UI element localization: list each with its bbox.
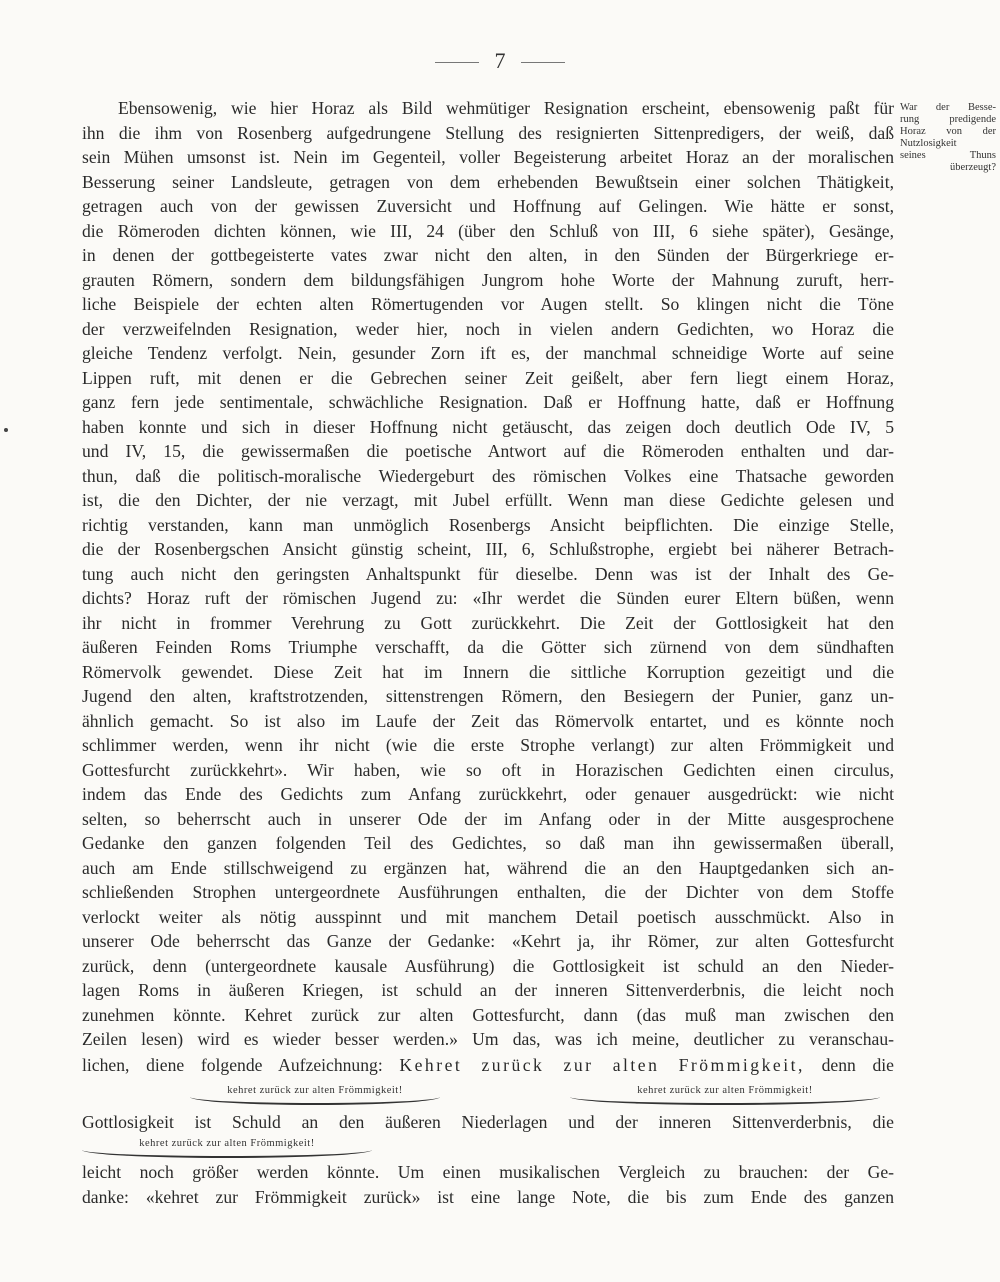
text-line: ganz fern jede sentimentale, schwächliche Resignation. Daß er Hoffnung hatte, daß er Hoffnung: [82, 392, 894, 412]
text-line: die der Rosenbergschen Ansicht günstig scheint, III, 6, Schlußstrophe, ergiebt bei näherer Betrach-: [82, 539, 894, 559]
margin-note-line: seines Thuns: [900, 150, 996, 161]
text-line: der verzweifelnden Resignation, weder hier, noch in vielen andern Gedichten, wo Horaz die: [82, 318, 894, 339]
text-line: schließenden Strophen untergeordnete Ausführungen enthalten, die der Dichter von dem Stoffe: [82, 882, 894, 902]
header-rule-left: [435, 62, 479, 63]
text-line: Römervolk gewendet. Diese Zeit hat im Innern die sittliche Korruption gezeitigt und die: [82, 661, 894, 682]
margin-note-line: War der Besse-: [900, 102, 996, 113]
text-line: ähnlich gemacht. So ist also im Laufe der Zeit das Römervolk entartet, und es könnte noch: [82, 710, 894, 731]
text-line: Gottlosigkeit ist Schuld an den äußeren Niederlagen und der inneren Sittenverderbnis, die: [82, 1112, 894, 1132]
text-line: zurück, denn (untergeordnete kausale Ausführung) die Gottlosigkeit ist schuld an den Nieder-: [82, 955, 894, 976]
text-line: Jugend den alten, kraftstrotzenden, sittenstrengen Römern, den Besiegern der Punier, ganz un-: [82, 686, 894, 706]
text-line: ist, die den Dichter, der nie verzagt, mit Jubel erfüllt. Wenn man diese Gedichte gelesen und: [82, 490, 894, 510]
brace-label: kehret zurück zur alten Frömmigkeit!: [227, 1085, 403, 1096]
text-line: auch am Ende stillschweigend zu ergänzen hat, während die an den Hauptgedanken sich an-: [82, 857, 894, 878]
text-line: liche Beispiele der echten alten Römertugenden vor Augen stellt. So klingen nicht die Töne: [82, 294, 894, 314]
text-line: getragen auch von der gewissen Zuversicht und Hoffnung auf Gelingen. Wie hätte er sonst,: [82, 196, 894, 216]
margin-note-line: überzeugt?: [949, 162, 996, 173]
text-line: die Römeroden dichten können, wie III, 24 (über den Schluß von III, 6 siehe später), Gesänge,: [82, 220, 894, 241]
text-line: thun, daß die politisch-moralische Wiedergeburt des römischen Volkes eine Thatsache geworden: [82, 465, 894, 486]
text-line: tung auch nicht den geringsten Anhaltspunkt für dieselbe. Denn was ist der Inhalt des Ge-: [82, 563, 894, 584]
notation-line: [82, 1110, 894, 1135]
text-line: dichts? Horaz ruft der römischen Jugend zu: «Ihr werdet die Sünden eurer Eltern büßen, wenn: [82, 588, 894, 608]
text-fragment: denn die: [821, 1055, 894, 1075]
emphasized-phrase: Kehret zurück zur alten Frömmigkeit,: [399, 1055, 805, 1075]
body-paragraph: [82, 96, 894, 1052]
text-line: [82, 1053, 894, 1078]
brace-annotation: [570, 1085, 880, 1105]
text-line: sein Mühen umsonst ist. Nein im Gegenteil, voller Begeisterung arbeitet Horaz an der moralischen: [82, 147, 894, 167]
brace-curve: [82, 1150, 372, 1158]
page-number: 7: [494, 48, 506, 73]
margin-note-line: Nutzlosigkeit: [900, 138, 957, 149]
brace-label: kehret zurück zur alten Frömmigkeit!: [637, 1085, 813, 1096]
text-line: ihn die ihm von Rosenberg aufgedrungene Stellung des resignierten Sittenpredigers, der weiß, daß: [82, 122, 894, 143]
text-line: lagen Roms in äußeren Kriegen, ist schuld an der inneren Sittenverderbnis, die leicht noch: [82, 980, 894, 1000]
text-line: selten, so beherrscht auch in unserer Ode der im Anfang oder in der Mitte ausgesprochene: [82, 808, 894, 829]
brace-label: kehret zurück zur alten Frömmigkeit!: [139, 1138, 315, 1149]
header-rule-right: [521, 62, 565, 63]
margin-note-line: rung predigende: [900, 114, 996, 125]
brace-annotation: [82, 1138, 372, 1158]
text-line: schlimmer werden, wenn ihr nicht (wie die erste Strophe verlangt) zur alten Frömmigkeit und: [82, 735, 894, 755]
body-paragraph: [82, 1160, 894, 1209]
text-line: danke: «kehret zur Frömmigkeit zurück» ist eine lange Note, die bis zum Ende des ganzen: [82, 1186, 894, 1207]
text-line: leicht noch größer werden könnte. Um einen musikalischen Vergleich zu brauchen: der Ge-: [82, 1162, 894, 1182]
text-line: unserer Ode beherrscht das Ganze der Gedanke: «Kehrt ja, ihr Römer, zur alten Gottesfurcht: [82, 931, 894, 951]
text-line: zunehmen könnte. Kehret zurück zur alten Gottesfurcht, dann (das muß man zwischen den: [82, 1004, 894, 1025]
text-line: haben konnte und sich in dieser Hoffnung nicht getäuscht, das zeigen doch deutlich Ode IV, 5: [82, 416, 894, 437]
text-line: Gottesfurcht zurückkehrt». Wir haben, wie so oft in Horazischen Gedichten einen circulus,: [82, 759, 894, 780]
brace-curve: [190, 1097, 440, 1105]
margin-note-line: Horaz von der: [900, 126, 996, 137]
margin-note: [900, 102, 996, 174]
page-blemish: [4, 428, 8, 432]
text-line: grauten Römern, sondern dem bildungsfähigen Jungrom hohe Worte der Mahnung zuruft, herr-: [82, 269, 894, 290]
text-line: Lippen ruft, mit denen er die Gebrechen seiner Zeit geißelt, aber fern liegt einem Horaz,: [82, 367, 894, 388]
notation-line: [82, 1053, 894, 1078]
text-line: Besserung seiner Landsleute, getragen von dem erhebenden Bewußtsein einer solchen Thätigkeit,: [82, 171, 894, 192]
page-header: [0, 48, 1000, 74]
text-line: in denen der gottbegeisterte vates zwar nicht den alten, in den Sünden der Bürgerkriege er-: [82, 245, 894, 265]
text-line: indem das Ende des Gedichts zum Anfang zurückkehrt, oder genauer ausgedrückt: wie nicht: [82, 784, 894, 804]
text-fragment: lichen, diene folgende Aufzeichnung:: [82, 1055, 383, 1075]
brace-curve: [570, 1097, 880, 1105]
text-line: Gedanke den ganzen folgenden Teil des Gedichtes, so daß man ihn gewissermaßen überall,: [82, 833, 894, 853]
text-line: richtig verstanden, kann man unmöglich Rosenbergs Ansicht beipflichten. Die einzige Stelle,: [82, 514, 894, 535]
text-line: äußeren Feinden Roms Triumphe verschafft, da die Götter sich zürnend von dem sündhaften: [82, 637, 894, 657]
text-line: Zeilen lesen) wird es wieder besser werden.» Um das, was ich meine, deutlicher zu veranschau-: [82, 1029, 894, 1049]
text-line: ihr nicht in frommer Verehrung zu Gott zurückkehrt. Die Zeit der Gottlosigkeit hat den: [82, 612, 894, 633]
text-line: gleiche Tendenz verfolgt. Nein, gesunder Zorn ift es, der manchmal schneidige Worte auf seine: [82, 343, 894, 363]
text-line: und IV, 15, die gewissermaßen die poetische Antwort auf die Römeroden enthalten und dar-: [82, 441, 894, 461]
text-line: Ebensowenig, wie hier Horaz als Bild wehmütiger Resignation erscheint, ebensowenig paßt für: [118, 98, 894, 118]
brace-annotation: [190, 1085, 440, 1105]
text-line: verlockt weiter als nötig ausspinnt und mit manchem Detail poetisch ausschmückt. Also in: [82, 906, 894, 927]
